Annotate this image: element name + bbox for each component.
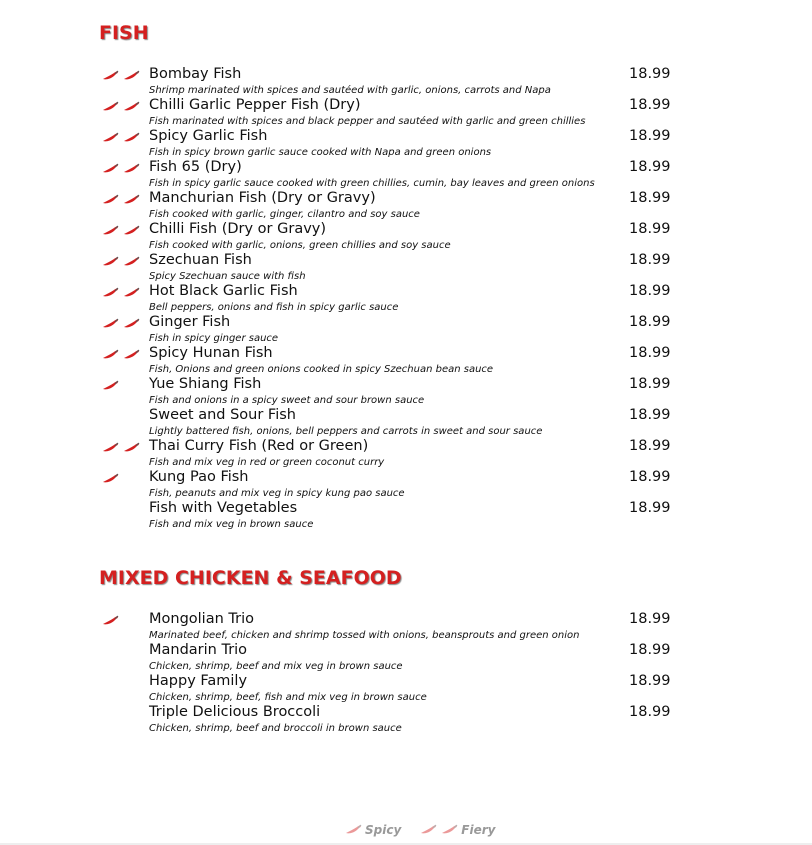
item-name: Chilli Fish (Dry or Gravy) (149, 221, 327, 237)
item-price: 18.99 (629, 221, 671, 237)
chili-pepper-icon (101, 287, 119, 299)
chili-pepper-icon (122, 318, 140, 330)
spice-level (101, 256, 140, 270)
legend-fiery (419, 823, 495, 837)
item-price: 18.99 (629, 314, 671, 330)
section-title-mixed: MIXED CHICKEN & SEAFOOD (99, 567, 402, 589)
menu-item (0, 704, 812, 739)
item-name: Mandarin Trio (149, 642, 248, 658)
chili-pepper-icon (101, 442, 119, 454)
item-price: 18.99 (629, 673, 671, 689)
menu-item (0, 221, 812, 256)
item-name: Bombay Fish (149, 66, 242, 82)
chili-pepper-icon (122, 442, 140, 454)
chili-pepper-icon (101, 70, 119, 82)
item-name: Manchurian Fish (Dry or Gravy) (149, 190, 376, 206)
item-description: Fish in spicy brown garlic sauce cooked with Napa and green onions (149, 147, 492, 158)
chili-pepper-icon (101, 380, 119, 392)
item-price: 18.99 (629, 345, 671, 361)
item-name: Triple Delicious Broccoli (149, 704, 321, 720)
item-price: 18.99 (629, 704, 671, 720)
item-name: Mongolian Trio (149, 611, 254, 627)
spice-legend (344, 823, 513, 837)
item-price: 18.99 (629, 190, 671, 206)
chili-pepper-icon (101, 194, 119, 206)
spice-level (101, 132, 140, 146)
menu-item (0, 97, 812, 132)
item-name: Thai Curry Fish (Red or Green) (149, 438, 369, 454)
item-name: Spicy Hunan Fish (149, 345, 273, 361)
item-description: Lightly battered fish, onions, bell peppers and carrots in sweet and sour sauce (149, 426, 543, 437)
chili-pepper-icon (122, 225, 140, 237)
item-description: Fish, Onions and green onions cooked in spicy Szechuan bean sauce (149, 364, 494, 375)
menu-item (0, 159, 812, 194)
spice-level (101, 194, 140, 208)
item-price: 18.99 (629, 611, 671, 627)
item-price: 18.99 (629, 97, 671, 113)
menu-item (0, 673, 812, 708)
chili-pepper-icon (101, 132, 119, 144)
chili-pepper-icon (344, 824, 362, 836)
item-description: Shrimp marinated with spices and sautéed with garlic, onions, carrots and Napa (149, 85, 551, 96)
chili-pepper-icon (122, 256, 140, 268)
item-price: 18.99 (629, 500, 671, 516)
chili-pepper-icon (122, 349, 140, 361)
item-description: Fish and onions in a spicy sweet and sour brown sauce (149, 395, 425, 406)
spice-level (101, 101, 140, 115)
item-name: Happy Family (149, 673, 248, 689)
item-description: Fish in spicy ginger sauce (149, 333, 279, 344)
item-description: Fish and mix veg in brown sauce (149, 519, 314, 530)
chili-pepper-icon (122, 194, 140, 206)
spice-level (101, 163, 140, 177)
item-description: Fish in spicy garlic sauce cooked with green chillies, cumin, bay leaves and green onions (149, 178, 595, 189)
item-description: Fish and mix veg in red or green coconut curry (149, 457, 385, 468)
item-description: Fish, peanuts and mix veg in spicy kung pao sauce (149, 488, 405, 499)
item-price: 18.99 (629, 283, 671, 299)
menu-item (0, 314, 812, 349)
spice-level (101, 225, 140, 239)
chili-pepper-icon (122, 163, 140, 175)
menu-item (0, 190, 812, 225)
menu-item (0, 376, 812, 411)
item-description: Bell peppers, onions and fish in spicy garlic sauce (149, 302, 399, 313)
item-price: 18.99 (629, 159, 671, 175)
legend-spicy-label: Spicy (365, 823, 402, 837)
item-name: Kung Pao Fish (149, 469, 249, 485)
menu-item (0, 252, 812, 287)
spice-level (101, 318, 140, 332)
item-description: Chicken, shrimp, beef and broccoli in brown sauce (149, 723, 402, 734)
menu-item (0, 438, 812, 473)
chili-pepper-icon (419, 824, 437, 836)
chili-pepper-icon (122, 287, 140, 299)
spice-level (101, 349, 140, 363)
item-description: Fish cooked with garlic, onions, green chillies and soy sauce (149, 240, 451, 251)
item-name: Szechuan Fish (149, 252, 252, 268)
item-price: 18.99 (629, 642, 671, 658)
item-description: Spicy Szechuan sauce with fish (149, 271, 306, 282)
item-price: 18.99 (629, 376, 671, 392)
spice-level (101, 380, 119, 394)
legend-spicy (344, 823, 401, 837)
spice-level (101, 473, 119, 487)
item-description: Chicken, shrimp, beef and mix veg in brown sauce (149, 661, 403, 672)
item-name: Chilli Garlic Pepper Fish (Dry) (149, 97, 361, 113)
item-price: 18.99 (629, 469, 671, 485)
chili-pepper-icon (101, 473, 119, 485)
item-price: 18.99 (629, 66, 671, 82)
item-description: Chicken, shrimp, beef, fish and mix veg in brown sauce (149, 692, 427, 703)
item-price: 18.99 (629, 438, 671, 454)
spice-level (101, 287, 140, 301)
chili-pepper-icon (122, 101, 140, 113)
chili-pepper-icon (122, 70, 140, 82)
menu-item (0, 345, 812, 380)
item-name: Sweet and Sour Fish (149, 407, 296, 423)
chili-pepper-icon (101, 615, 119, 627)
chili-pepper-icon (101, 163, 119, 175)
chili-pepper-icon (122, 132, 140, 144)
item-name: Ginger Fish (149, 314, 231, 330)
spice-level (101, 70, 140, 84)
item-description: Fish marinated with spices and black pepper and sautéed with garlic and green chillies (149, 116, 586, 127)
chili-pepper-icon (101, 101, 119, 113)
chili-pepper-icon (101, 318, 119, 330)
menu-item (0, 642, 812, 677)
item-price: 18.99 (629, 252, 671, 268)
menu-item (0, 407, 812, 442)
menu-item (0, 469, 812, 504)
item-description: Fish cooked with garlic, ginger, cilantro and soy sauce (149, 209, 420, 220)
menu-item (0, 283, 812, 318)
legend-fiery-label: Fiery (461, 823, 496, 837)
spice-level (101, 442, 140, 456)
menu-item (0, 128, 812, 163)
item-description: Marinated beef, chicken and shrimp tossed with onions, beansprouts and green onion (149, 630, 580, 641)
item-name: Fish 65 (Dry) (149, 159, 242, 175)
menu-item (0, 500, 812, 535)
item-name: Spicy Garlic Fish (149, 128, 268, 144)
section-title-fish: FISH (99, 22, 149, 44)
menu-item (0, 611, 812, 646)
chili-pepper-icon (440, 824, 458, 836)
item-name: Hot Black Garlic Fish (149, 283, 298, 299)
menu-item (0, 66, 812, 101)
chili-pepper-icon (101, 256, 119, 268)
chili-pepper-icon (101, 349, 119, 361)
item-name: Fish with Vegetables (149, 500, 298, 516)
item-price: 18.99 (629, 407, 671, 423)
item-name: Yue Shiang Fish (149, 376, 262, 392)
spice-level (101, 615, 119, 629)
chili-pepper-icon (101, 225, 119, 237)
item-price: 18.99 (629, 128, 671, 144)
